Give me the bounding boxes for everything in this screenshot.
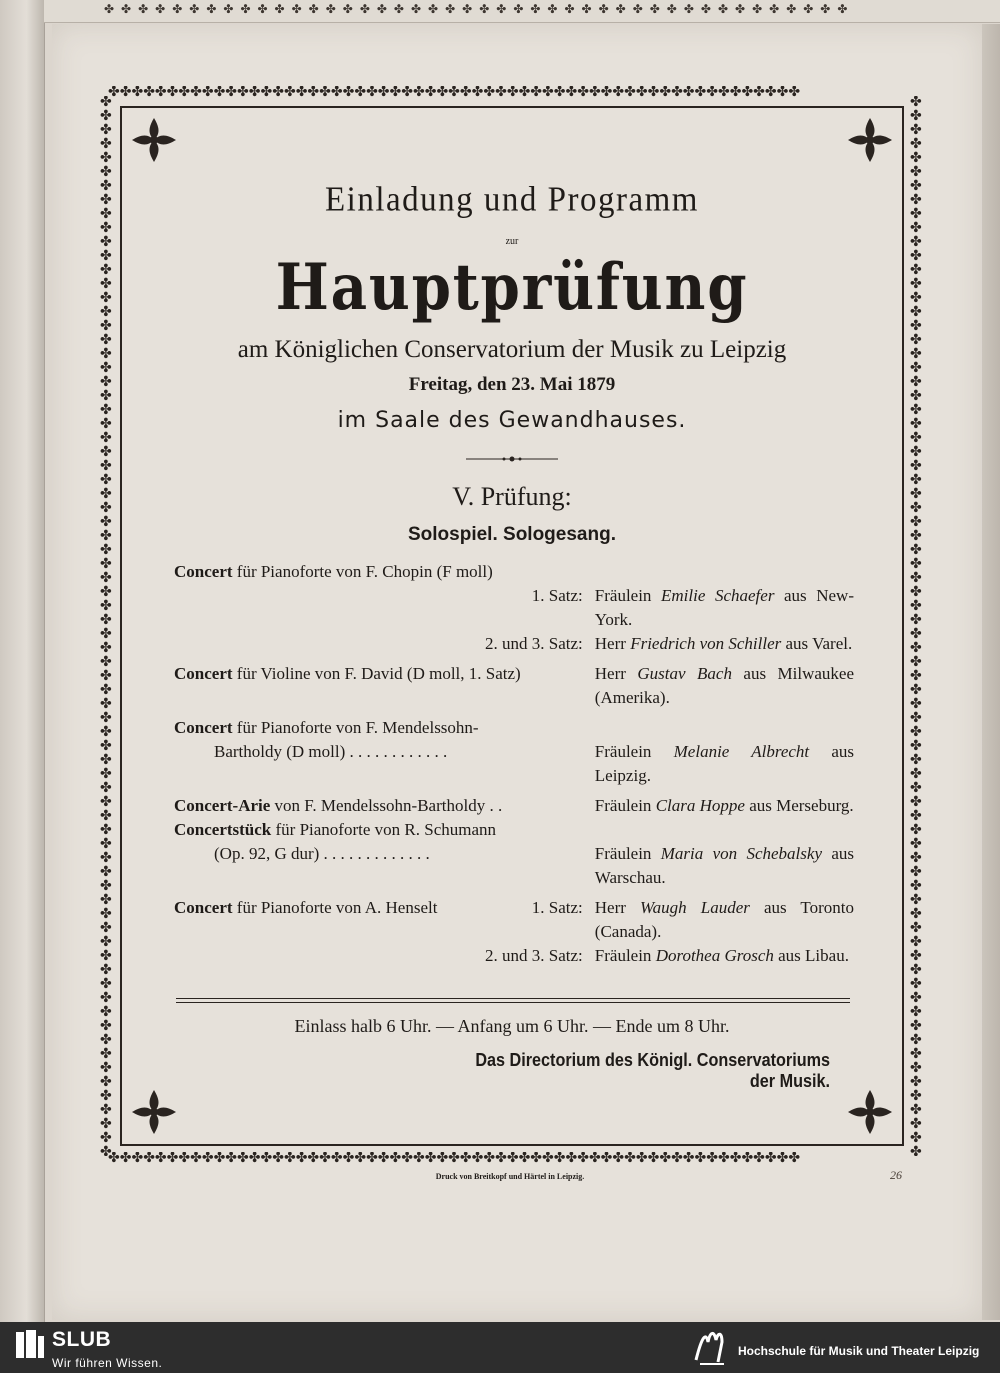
work-title: Concert für Pianoforte von A. Henselt [174,898,438,917]
program-item [174,818,854,890]
top-ornament-row: ✤ ✤ ✤ ✤ ✤ ✤ ✤ ✤ ✤ ✤ ✤ ✤ ✤ ✤ ✤ ✤ ✤ ✤ ✤ ✤ ✤ ✤ ✤ ✤ ✤ ✤ ✤ ✤ ✤ ✤ ✤ ✤ ✤ ✤ ✤ ✤ ✤ ✤ ✤ ✤ ✤ ✤ ✤ ✤ [104,2,850,16]
hmt-name[interactable]: Hochschule für Musik und Theater Leipzig [738,1344,980,1358]
slub-name[interactable]: SLUB [52,1328,112,1351]
signature-line: Das Directorium des Königl. Conservatoriums der Musik. [475,1050,830,1091]
program-item [174,560,854,632]
left-page-edge [0,0,45,1322]
hmt-logo-icon[interactable] [692,1326,730,1368]
performer: Fräulein Melanie Albrecht aus Leipzig. [594,742,854,785]
program-item [174,632,854,656]
frame-left-ornament: ✤✤✤✤✤✤✤✤✤✤✤✤✤✤✤✤✤✤✤✤✤✤✤✤✤✤✤✤✤✤✤✤✤✤✤✤✤✤✤✤✤✤✤✤✤✤✤✤✤✤✤✤✤✤✤✤✤✤✤✤✤✤✤✤✤✤✤✤✤✤✤✤✤✤✤✤ [100,96,112,1156]
divider-ornament-icon [466,456,558,462]
work-title: Concert für Violine von F. David (D moll, 1. Satz) [174,664,521,683]
corner-ornament-icon [842,1084,898,1140]
movement-label: 1. Satz: [531,586,583,605]
performer: Fräulein Dorothea Grosch aus Libau. [594,946,849,965]
top-page-strip [44,0,1000,23]
slub-logo-icon[interactable] [14,1328,48,1360]
program-item [174,944,854,968]
corner-ornament-icon [126,112,182,168]
program-item [174,794,854,818]
event-venue: im Saale des Gewandhauses. [337,408,687,433]
document-headline: Hauptprüfung [275,250,749,325]
program-item [174,896,854,944]
program-item [174,716,854,788]
event-date: Freitag, den 23. Mai 1879 [408,374,616,395]
performer: Fräulein Emilie Schaefer aus New-York. [594,586,854,629]
program-list [174,560,854,968]
page-number: 26 [890,1168,902,1182]
double-rule [176,998,850,1003]
performer: Herr Waugh Lauder aus Toronto (Canada). [594,898,854,941]
frame-inner-line-right [902,106,904,1146]
performer: Herr Friedrich von Schiller aus Varel. [594,634,853,653]
exam-title: V. Prüfung: [452,482,572,511]
movement-label: 2. und 3. Satz: [485,946,583,965]
institution-line: am Königlichen Conservatorium der Musik zu Leipzig [237,336,787,363]
work-title: Concert für Pianoforte von F. Chopin (F moll) [174,562,493,581]
title-connector: zur [505,236,519,247]
document-title: Einladung und Programm [325,181,699,219]
program-item [174,662,854,710]
frame-top-ornament: ✤✤✤✤✤✤✤✤✤✤✤✤✤✤✤✤✤✤✤✤✤✤✤✤✤✤✤✤✤✤✤✤✤✤✤✤✤✤✤✤✤✤✤✤✤✤✤✤✤✤✤✤✤✤✤✤✤✤✤ [108,86,801,100]
admission-times: Einlass halb 6 Uhr. — Anfang um 6 Uhr. — Ende um 8 Uhr. [294,1016,730,1036]
frame-right-ornament: ✤✤✤✤✤✤✤✤✤✤✤✤✤✤✤✤✤✤✤✤✤✤✤✤✤✤✤✤✤✤✤✤✤✤✤✤✤✤✤✤✤✤✤✤✤✤✤✤✤✤✤✤✤✤✤✤✤✤✤✤✤✤✤✤✤✤✤✤✤✤✤✤✤✤✤✤ [910,96,922,1156]
performer: Herr Gustav Bach aus Milwaukee (Amerika). [594,664,855,707]
frame-inner-line-top [120,106,904,108]
right-page-edge [982,24,1000,1320]
corner-ornament-icon [842,112,898,168]
performer: Fräulein Maria von Schebalsky aus Warschau. [594,844,854,887]
work-title: Concertstück für Pianoforte von R. Schumann [174,820,497,839]
movement-label: 2. und 3. Satz: [485,634,583,653]
frame-inner-line-left [120,106,122,1146]
frame-inner-line-bottom [120,1144,904,1146]
work-title: Concert für Pianoforte von F. Mendelssohn- [174,718,479,737]
printer-imprint: Druck von Breitkopf und Härtel in Leipzig. [435,1172,585,1181]
performer: Fräulein Clara Hoppe aus Merseburg. [594,796,854,815]
exam-subtitle: Solospiel. Sologesang. [408,524,616,545]
movement-label: 1. Satz: [531,898,583,917]
work-title-continued: Bartholdy (D moll) . . . . . . . . . . . . [214,742,448,761]
corner-ornament-icon [126,1084,182,1140]
frame-bottom-ornament: ✤✤✤✤✤✤✤✤✤✤✤✤✤✤✤✤✤✤✤✤✤✤✤✤✤✤✤✤✤✤✤✤✤✤✤✤✤✤✤✤✤✤✤✤✤✤✤✤✤✤✤✤✤✤✤✤✤✤✤ [108,1152,801,1166]
work-title: Concert-Arie von F. Mendelssohn-Bartholdy . . [174,796,503,815]
slub-tagline: Wir führen Wissen. [52,1356,163,1370]
work-title-continued: (Op. 92, G dur) . . . . . . . . . . . . . [214,844,430,863]
